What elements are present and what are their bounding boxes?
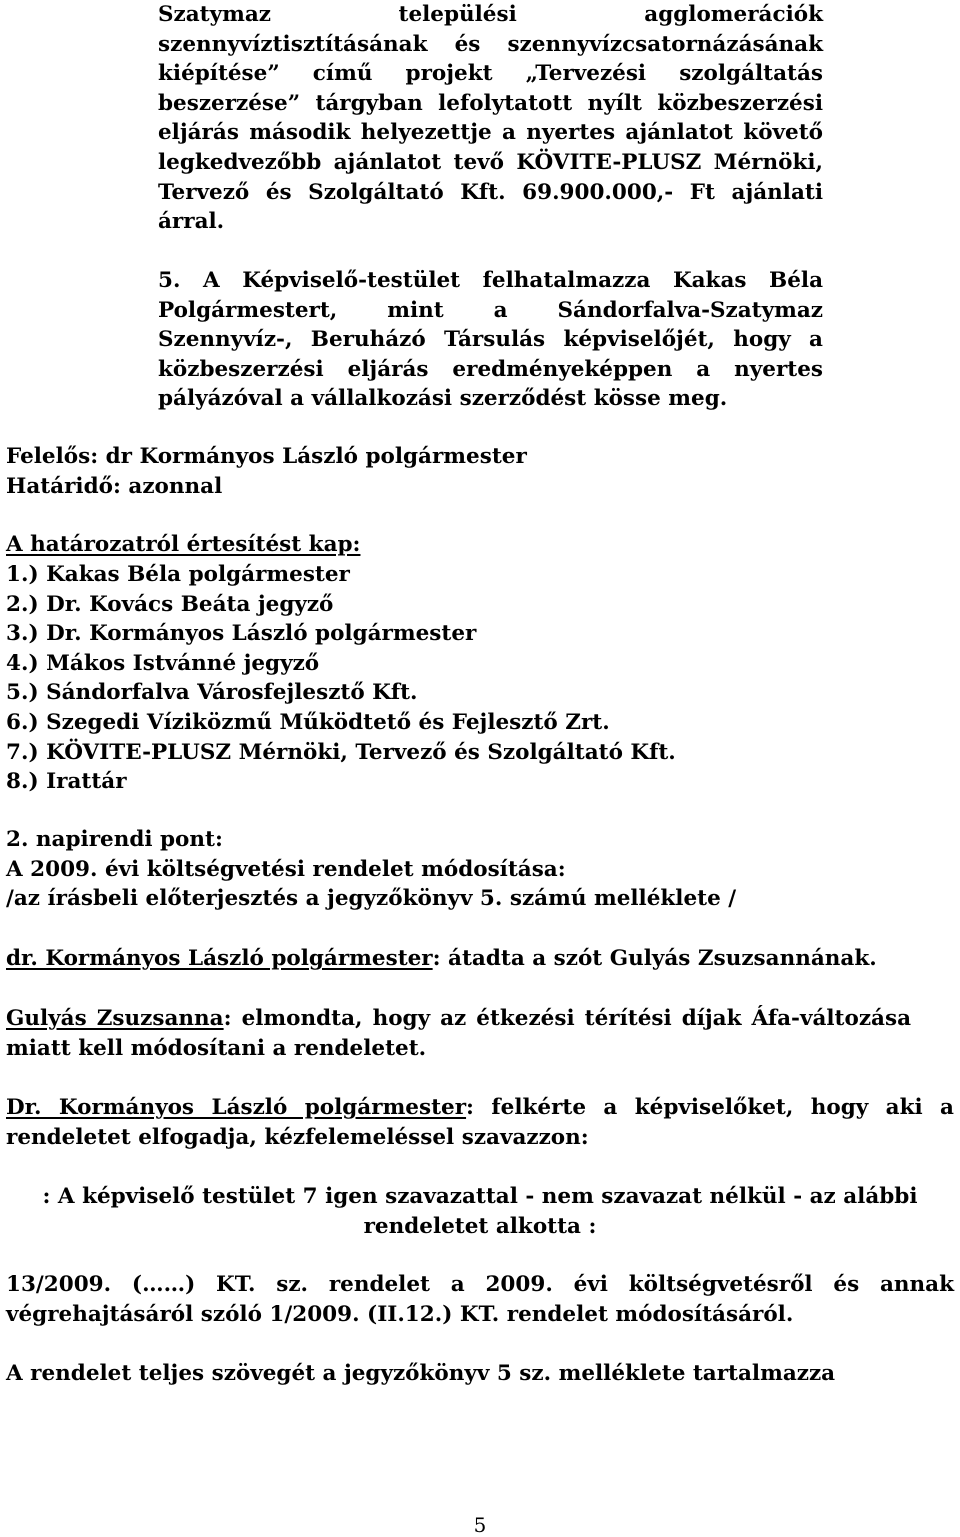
agenda-title: A 2009. évi költségvetési rendelet módosítása:	[6, 856, 566, 882]
deadline-line: Határidő: azonnal	[6, 474, 223, 499]
vote-line-2: rendeletet alkotta :	[363, 1214, 597, 1239]
speaker-name: dr. Kormányos László polgármester	[6, 946, 433, 971]
list-item: 6.) Szegedi Víziközmű Működtető és Fejlesztő Zrt.	[6, 709, 610, 735]
list-item: 2.) Dr. Kovács Beáta jegyző	[6, 591, 334, 617]
list-item: 4.) Mákos Istvánné jegyző	[6, 650, 320, 676]
page-number: 5	[473, 1513, 487, 1537]
list-item: 5.) Sándorfalva Városfejlesztő Kft.	[6, 680, 418, 706]
agenda-block	[6, 825, 736, 914]
list-item: 3.) Dr. Kormányos László polgármester	[6, 621, 477, 647]
notify-heading	[6, 530, 360, 560]
agenda-attachment: /az írásbeli előterjesztés a jegyzőkönyv 5. számú melléklete /	[6, 886, 737, 912]
item5-paragraph: 5. A Képviselő-testület felhatalmazza Kakas Béla Polgármestert, mint a Sándorfalva-Szatymaz Szennyvíz-, Beruházó Társulás képviselőjét, hogy a közbeszerzési eljárás eredményeképpen a nyertes pályázóval a vállalkozási szerződést kösse meg.	[158, 268, 823, 412]
notify-list	[6, 560, 676, 797]
list-item: 1.) Kakas Béla polgármester	[6, 562, 350, 587]
speech-text: : felkérte a képviselőket, hogy aki a rendeletet elfogadja, kézfelemeléssel szavazzon:	[6, 1095, 954, 1150]
agenda-number: 2. napirendi pont:	[6, 827, 223, 852]
speech-text: : átadta a szót Gulyás Zsuzsannának.	[432, 946, 877, 971]
speech-1	[6, 944, 877, 974]
speech-text: : elmondta, hogy az étkezési térítési díjak Áfa-változása miatt kell módosítani a rendeletet.	[6, 1006, 911, 1061]
list-item: 8.) Irattár	[6, 769, 127, 795]
final-note: A rendelet teljes szövegét a jegyzőkönyv 5 sz. melléklete tartalmazza	[6, 1361, 836, 1386]
responsible-line: Felelős: dr Kormányos László polgármester	[6, 444, 527, 469]
decree-paragraph: 13/2009. (……) KT. sz. rendelet a 2009. évi költségvetésről és annak végrehajtásáról szóló 1/2009. (II.12.) KT. rendelet módosításáról.	[6, 1272, 954, 1327]
list-item: 7.) KÖVITE-PLUSZ Mérnöki, Tervező és Szolgáltató Kft.	[6, 739, 676, 765]
speech-3	[6, 1093, 954, 1152]
item4-tail-paragraph: Szatymaz települési agglomerációk szennyvíztisztításának és szennyvízcsatornázásának kiépítése” című projekt „Tervezési szolgáltatás beszerzése” tárgyban lefolytatott nyílt közbeszerzési eljárás második helyezettje a nyertes ajánlatot követő legkedvezőbb ajánlatot tevő KÖVITE-PLUSZ Mérnöki, Tervező és Szolgáltató Kft. 69.900.000,- Ft ajánlati árral.	[158, 2, 823, 235]
vote-line-1: : A képviselő testület 7 igen szavazattal - nem szavazat nélkül - az alábbi	[42, 1184, 918, 1209]
speech-2	[6, 1004, 911, 1063]
speaker-name: Gulyás Zsuzsanna	[6, 1006, 224, 1031]
speaker-name: Dr. Kormányos László polgármester	[6, 1095, 467, 1120]
notify-heading-text: A határozatról értesítést kap:	[6, 532, 361, 557]
